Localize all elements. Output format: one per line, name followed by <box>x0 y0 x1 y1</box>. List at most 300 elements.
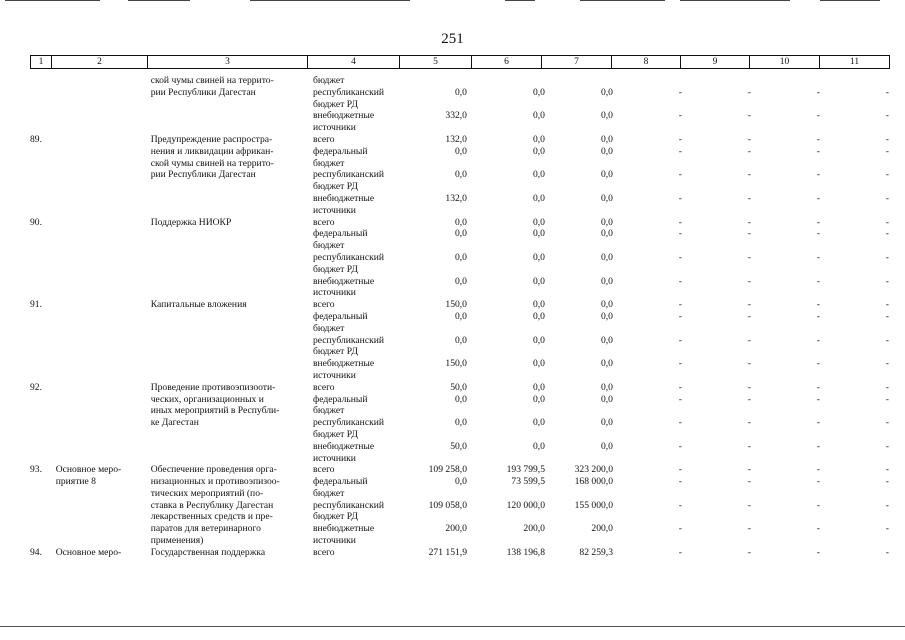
column-header-5: 5 <box>400 56 472 68</box>
top-edge-rule <box>5 0 100 1</box>
value-year-1: 0,0 <box>454 393 467 405</box>
value-year-1: 0,0 <box>454 476 467 488</box>
value-year-2: 0,0 <box>532 251 545 263</box>
value-year-1: 132,0 <box>445 133 467 145</box>
column-header-10: 10 <box>750 56 820 68</box>
source-line: всего <box>312 381 335 393</box>
funding-row <box>311 500 890 524</box>
funding-source <box>311 417 397 441</box>
source-line: источники <box>312 452 356 464</box>
title-line: рии Республики Дагестан <box>150 86 256 98</box>
value-year-2: 0,0 <box>532 393 545 405</box>
value-year-1: 0,0 <box>454 145 467 157</box>
empty-value-dash: - <box>678 169 682 181</box>
column-header-3: 3 <box>148 56 308 68</box>
value-year-1: 0,0 <box>454 310 467 322</box>
source-line: внебюджетные <box>312 192 375 204</box>
entry-number: 93. <box>30 464 42 476</box>
funding-row <box>311 299 890 311</box>
source-line: внебюджетные <box>312 523 375 535</box>
funding-row <box>311 228 890 252</box>
value-year-1: 0,0 <box>454 334 467 346</box>
empty-value-dash: - <box>678 393 682 405</box>
empty-value-dash: - <box>885 299 889 311</box>
empty-value-dash: - <box>816 334 820 346</box>
empty-value-dash: - <box>678 381 682 393</box>
empty-value-dash: - <box>678 476 682 488</box>
funding-row <box>311 464 890 476</box>
value-year-1: 0,0 <box>454 417 467 429</box>
funding-row <box>311 276 890 300</box>
source-line: всего <box>312 546 335 558</box>
empty-value-dash: - <box>885 275 889 287</box>
source-line: республиканский <box>312 499 385 511</box>
value-year-1: 109 258,0 <box>428 464 467 476</box>
empty-value-dash: - <box>747 216 751 228</box>
source-line: федеральный <box>312 228 368 240</box>
value-year-1: 50,0 <box>450 381 467 393</box>
value-year-1: 109 058,0 <box>428 499 467 511</box>
empty-value-dash: - <box>747 299 751 311</box>
empty-value-dash: - <box>816 169 820 181</box>
funding-row <box>311 547 890 559</box>
funding-row <box>311 335 890 359</box>
empty-value-dash: - <box>747 310 751 322</box>
title-line: Капитальные вложения <box>150 299 247 311</box>
entry-title <box>151 75 311 134</box>
empty-value-dash: - <box>816 546 820 558</box>
funding-rows <box>311 75 890 134</box>
value-year-2: 0,0 <box>532 145 545 157</box>
title-line: Предупреждение распростра- <box>150 133 273 145</box>
funding-rows <box>311 464 890 547</box>
source-line: внебюджетные <box>312 440 375 452</box>
title-line: Государственная поддержка <box>150 546 266 558</box>
value-year-1: 200,0 <box>445 523 467 535</box>
funding-row <box>311 217 890 229</box>
empty-value-dash: - <box>885 133 889 145</box>
empty-value-dash: - <box>678 86 682 98</box>
source-line: бюджет <box>312 487 345 499</box>
empty-value-dash: - <box>678 110 682 122</box>
value-year-3: 0,0 <box>600 334 613 346</box>
entry-number: 90. <box>30 216 42 228</box>
empty-value-dash: - <box>747 86 751 98</box>
source-line: бюджет <box>312 405 345 417</box>
title-line: ской чумы свиней на террито- <box>150 157 274 169</box>
value-year-2: 0,0 <box>532 169 545 181</box>
empty-value-dash: - <box>816 228 820 240</box>
empty-value-dash: - <box>747 192 751 204</box>
empty-value-dash: - <box>885 251 889 263</box>
funding-source <box>311 464 397 476</box>
funding-rows <box>311 382 890 465</box>
funding-row <box>311 476 890 500</box>
entry-category <box>56 382 151 465</box>
empty-value-dash: - <box>816 523 820 535</box>
source-line: источники <box>312 122 356 134</box>
value-year-1: 132,0 <box>445 192 467 204</box>
value-year-2: 0,0 <box>532 334 545 346</box>
entry-category <box>56 75 151 134</box>
funding-row <box>311 358 890 382</box>
empty-value-dash: - <box>747 110 751 122</box>
source-line: источники <box>312 535 356 547</box>
funding-source <box>311 500 397 524</box>
bottom-edge-rule <box>0 626 905 627</box>
empty-value-dash: - <box>885 499 889 511</box>
source-line: республиканский <box>312 169 385 181</box>
value-year-1: 332,0 <box>445 110 467 122</box>
value-year-3: 0,0 <box>600 145 613 157</box>
table-entry <box>30 382 890 465</box>
value-year-2: 0,0 <box>532 216 545 228</box>
value-year-2: 0,0 <box>532 86 545 98</box>
page-number: 251 <box>441 31 464 47</box>
funding-rows <box>311 217 890 300</box>
empty-value-dash: - <box>678 216 682 228</box>
empty-value-dash: - <box>816 299 820 311</box>
column-header-11: 11 <box>820 56 890 68</box>
table-entry <box>30 547 890 559</box>
funding-source <box>311 87 397 111</box>
entry-title <box>151 464 311 547</box>
funding-source <box>311 476 397 500</box>
title-line: ке Дагестан <box>150 417 199 429</box>
source-line: республиканский <box>312 86 385 98</box>
funding-source <box>311 523 397 547</box>
value-year-1: 0,0 <box>454 216 467 228</box>
entry-title <box>151 217 311 300</box>
funding-source <box>311 311 397 335</box>
empty-value-dash: - <box>885 145 889 157</box>
value-year-2: 0,0 <box>532 275 545 287</box>
funding-source <box>311 547 397 559</box>
source-line: бюджет РД <box>312 346 358 358</box>
source-line: источники <box>312 287 356 299</box>
value-year-2: 0,0 <box>532 440 545 452</box>
empty-value-dash: - <box>885 476 889 488</box>
category-line: Основное меро- <box>55 464 122 476</box>
empty-value-dash: - <box>747 145 751 157</box>
value-year-3: 0,0 <box>600 251 613 263</box>
empty-value-dash: - <box>747 275 751 287</box>
empty-value-dash: - <box>885 417 889 429</box>
value-year-1: 271 151,9 <box>428 546 467 558</box>
empty-value-dash: - <box>885 381 889 393</box>
value-year-3: 82 259,3 <box>579 546 613 558</box>
value-year-3: 0,0 <box>600 133 613 145</box>
empty-value-dash: - <box>816 86 820 98</box>
empty-value-dash: - <box>678 523 682 535</box>
empty-value-dash: - <box>816 393 820 405</box>
value-year-3: 0,0 <box>600 299 613 311</box>
empty-value-dash: - <box>747 133 751 145</box>
empty-value-dash: - <box>816 110 820 122</box>
top-edge-rule <box>820 0 880 1</box>
empty-value-dash: - <box>678 228 682 240</box>
value-year-3: 0,0 <box>600 228 613 240</box>
empty-value-dash: - <box>816 275 820 287</box>
empty-value-dash: - <box>816 192 820 204</box>
source-line: источники <box>312 204 356 216</box>
empty-value-dash: - <box>816 476 820 488</box>
title-line: паратов для ветеринарного <box>150 523 261 535</box>
funding-source <box>311 146 397 170</box>
value-year-2: 200,0 <box>523 523 545 535</box>
empty-value-dash: - <box>747 546 751 558</box>
title-line: нения и ликвидации африкан- <box>150 145 274 157</box>
column-header-6: 6 <box>472 56 542 68</box>
source-line: всего <box>312 464 335 476</box>
funding-source <box>311 110 397 134</box>
top-edge-rule <box>250 0 410 1</box>
empty-value-dash: - <box>747 334 751 346</box>
funding-row <box>311 382 890 394</box>
source-line: бюджет РД <box>312 181 358 193</box>
title-line: ставка в Республику Дагестан <box>150 499 274 511</box>
source-line: бюджет РД <box>312 511 358 523</box>
empty-value-dash: - <box>816 145 820 157</box>
value-year-3: 0,0 <box>600 393 613 405</box>
value-year-2: 0,0 <box>532 299 545 311</box>
entry-number: 92. <box>30 381 42 393</box>
value-year-2: 0,0 <box>532 358 545 370</box>
funding-row <box>311 169 890 193</box>
title-line: ческих, организационных и <box>150 393 264 405</box>
table-entry <box>30 464 890 547</box>
empty-value-dash: - <box>678 546 682 558</box>
funding-row <box>311 110 890 134</box>
empty-value-dash: - <box>885 440 889 452</box>
funding-source <box>311 276 397 300</box>
empty-value-dash: - <box>747 417 751 429</box>
empty-value-dash: - <box>885 358 889 370</box>
source-line: всего <box>312 216 335 228</box>
funding-source <box>311 382 397 394</box>
category-line: Основное меро- <box>55 546 122 558</box>
empty-value-dash: - <box>747 440 751 452</box>
source-line: внебюджетные <box>312 358 375 370</box>
empty-value-dash: - <box>816 440 820 452</box>
value-year-2: 0,0 <box>532 310 545 322</box>
empty-value-dash: - <box>816 310 820 322</box>
empty-value-dash: - <box>885 464 889 476</box>
funding-row <box>311 417 890 441</box>
source-line: бюджет РД <box>312 263 358 275</box>
value-year-3: 0,0 <box>600 358 613 370</box>
column-header-2: 2 <box>52 56 148 68</box>
value-year-3: 0,0 <box>600 110 613 122</box>
source-line: всего <box>312 133 335 145</box>
funding-source <box>311 169 397 193</box>
column-header-4: 4 <box>308 56 400 68</box>
source-line: источники <box>312 369 356 381</box>
empty-value-dash: - <box>678 251 682 263</box>
value-year-2: 0,0 <box>532 228 545 240</box>
top-edge-rule <box>505 0 535 1</box>
entry-category <box>56 299 151 382</box>
empty-value-dash: - <box>678 334 682 346</box>
value-year-3: 0,0 <box>600 417 613 429</box>
value-year-3: 200,0 <box>591 523 613 535</box>
value-year-3: 0,0 <box>600 216 613 228</box>
empty-value-dash: - <box>678 417 682 429</box>
entry-category <box>56 134 151 217</box>
column-number-header <box>30 56 890 68</box>
entry-number: 89. <box>30 133 42 145</box>
value-year-1: 50,0 <box>450 440 467 452</box>
category-line: приятие 8 <box>55 476 96 488</box>
empty-value-dash: - <box>816 358 820 370</box>
empty-value-dash: - <box>885 86 889 98</box>
empty-value-dash: - <box>747 251 751 263</box>
source-line: внебюджетные <box>312 275 375 287</box>
header-bottom-rule <box>30 68 890 69</box>
empty-value-dash: - <box>678 145 682 157</box>
funding-source <box>311 252 397 276</box>
source-line: бюджет <box>312 322 345 334</box>
funding-source <box>311 358 397 382</box>
value-year-3: 0,0 <box>600 169 613 181</box>
value-year-2: 0,0 <box>532 110 545 122</box>
value-year-2: 0,0 <box>532 381 545 393</box>
value-year-3: 0,0 <box>600 192 613 204</box>
value-year-3: 0,0 <box>600 381 613 393</box>
funding-row <box>311 394 890 418</box>
value-year-1: 0,0 <box>454 169 467 181</box>
value-year-3: 0,0 <box>600 86 613 98</box>
empty-value-dash: - <box>747 464 751 476</box>
funding-source <box>311 394 397 418</box>
funding-row <box>311 193 890 217</box>
empty-value-dash: - <box>885 216 889 228</box>
source-line: внебюджетные <box>312 110 375 122</box>
funding-rows <box>311 547 890 559</box>
value-year-2: 120 000,0 <box>506 499 545 511</box>
value-year-3: 155 000,0 <box>574 499 613 511</box>
source-line: бюджет <box>312 157 345 169</box>
value-year-3: 168 000,0 <box>574 476 613 488</box>
value-year-1: 0,0 <box>454 228 467 240</box>
title-line: рии Республики Дагестан <box>150 169 256 181</box>
funding-source <box>311 335 397 359</box>
empty-value-dash: - <box>747 358 751 370</box>
entry-category <box>56 464 151 547</box>
entry-title <box>151 299 311 382</box>
funding-row <box>311 523 890 547</box>
value-year-1: 0,0 <box>454 275 467 287</box>
funding-source <box>311 228 397 252</box>
column-header-7: 7 <box>542 56 612 68</box>
title-line: ской чумы свиней на террито- <box>150 75 274 86</box>
column-header-9: 9 <box>681 56 750 68</box>
value-year-3: 323 200,0 <box>574 464 613 476</box>
empty-value-dash: - <box>747 499 751 511</box>
funding-row <box>311 252 890 276</box>
top-edge-rule <box>580 0 665 1</box>
source-line: республиканский <box>312 251 385 263</box>
value-year-2: 193 799,5 <box>506 464 545 476</box>
empty-value-dash: - <box>678 133 682 145</box>
empty-value-dash: - <box>747 169 751 181</box>
empty-value-dash: - <box>885 310 889 322</box>
funding-source <box>311 193 397 217</box>
empty-value-dash: - <box>747 476 751 488</box>
value-year-3: 0,0 <box>600 310 613 322</box>
empty-value-dash: - <box>747 523 751 535</box>
source-line: бюджет РД <box>312 428 358 440</box>
funding-source <box>311 217 397 229</box>
top-edge-rule <box>680 0 790 1</box>
title-line: применения) <box>150 535 204 547</box>
empty-value-dash: - <box>678 299 682 311</box>
empty-value-dash: - <box>747 393 751 405</box>
empty-value-dash: - <box>885 192 889 204</box>
source-line: бюджет РД <box>312 98 358 110</box>
title-line: тических мероприятий (по- <box>150 487 264 499</box>
title-line: Обеспечение проведения орга- <box>150 464 277 476</box>
title-line: иных мероприятий в Республи- <box>150 405 280 417</box>
empty-value-dash: - <box>885 228 889 240</box>
source-line: федеральный <box>312 476 368 488</box>
empty-value-dash: - <box>747 381 751 393</box>
entry-title <box>151 547 311 559</box>
empty-value-dash: - <box>816 251 820 263</box>
funding-row <box>311 75 890 87</box>
empty-value-dash: - <box>678 464 682 476</box>
source-line: бюджет <box>312 75 345 86</box>
value-year-1: 150,0 <box>445 299 467 311</box>
empty-value-dash: - <box>885 334 889 346</box>
funding-source <box>311 134 397 146</box>
empty-value-dash: - <box>885 393 889 405</box>
entry-title <box>151 382 311 465</box>
funding-row <box>311 146 890 170</box>
funding-row <box>311 134 890 146</box>
empty-value-dash: - <box>678 440 682 452</box>
entry-title <box>151 134 311 217</box>
source-line: федеральный <box>312 310 368 322</box>
title-line: низационных и противоэпизоо- <box>150 476 280 488</box>
budget-table <box>30 75 890 559</box>
value-year-2: 0,0 <box>532 192 545 204</box>
top-edge-rule <box>128 0 190 1</box>
table-entry <box>30 299 890 382</box>
funding-rows <box>311 299 890 382</box>
empty-value-dash: - <box>885 546 889 558</box>
empty-value-dash: - <box>678 192 682 204</box>
value-year-3: 0,0 <box>600 275 613 287</box>
value-year-3: 0,0 <box>600 440 613 452</box>
source-line: республиканский <box>312 334 385 346</box>
empty-value-dash: - <box>816 499 820 511</box>
source-line: республиканский <box>312 417 385 429</box>
funding-source <box>311 299 397 311</box>
empty-value-dash: - <box>885 523 889 535</box>
column-header-8: 8 <box>612 56 681 68</box>
source-line: бюджет <box>312 240 345 252</box>
value-year-2: 0,0 <box>532 133 545 145</box>
source-line: федеральный <box>312 393 368 405</box>
entry-number: 94. <box>30 546 42 558</box>
title-line: Поддержка НИОКР <box>150 216 232 228</box>
value-year-1: 150,0 <box>445 358 467 370</box>
table-entry <box>30 75 890 134</box>
title-line: лекарственных средств и пре- <box>150 511 273 523</box>
funding-row <box>311 311 890 335</box>
source-line: всего <box>312 299 335 311</box>
